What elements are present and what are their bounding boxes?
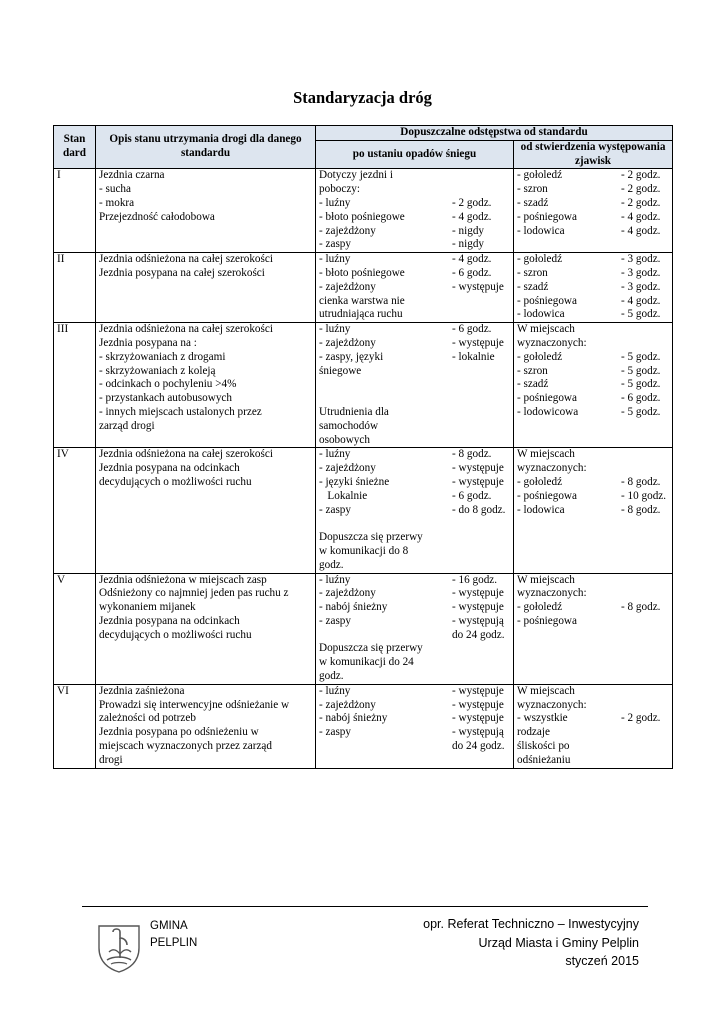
deviation-condition: - pośniegowa xyxy=(517,614,577,627)
deviation-condition: - lodowica xyxy=(517,224,565,237)
description-cell xyxy=(96,323,316,448)
deviation-condition: W miejscach xyxy=(517,573,575,586)
description-cell xyxy=(96,169,316,253)
deviation-line xyxy=(517,169,669,183)
deviation-condition: - pośniegowa xyxy=(517,489,577,502)
deviation-condition: samochodów xyxy=(319,419,379,432)
deviation-condition: - gołoledź xyxy=(517,253,563,266)
deviation-line xyxy=(319,392,510,406)
deviation-line xyxy=(319,712,510,726)
deviation-line xyxy=(319,365,510,379)
deviation-condition: W miejscach xyxy=(517,684,575,697)
description-line: wykonaniem mijanek xyxy=(99,601,196,614)
description-line: Odśnieżony co najmniej jeden pas ruchu z xyxy=(99,587,289,600)
deviation-time: - 8 godz. xyxy=(452,448,492,461)
deviation-line xyxy=(517,490,669,504)
description-line: miejscach wyznaczonych przez zarząd xyxy=(99,740,272,753)
deviation-time: - występuje xyxy=(452,475,504,488)
deviation-line xyxy=(517,295,669,309)
after-snow-cell xyxy=(316,169,514,253)
after-snow-cell xyxy=(316,253,514,323)
deviation-condition: - błoto pośniegowe xyxy=(319,266,405,279)
page-title: Standaryzacja dróg xyxy=(293,88,432,107)
deviation-time: - nigdy xyxy=(452,224,485,237)
deviation-time: - 5 godz. xyxy=(621,350,661,363)
description-line: Jezdnia posypana po odśnieżeniu w xyxy=(99,726,259,739)
deviation-time: - 4 godz. xyxy=(621,224,661,237)
pelplin-coat-of-arms-icon xyxy=(93,922,145,974)
deviation-time: - 2 godz. xyxy=(452,196,492,209)
deviation-condition: - zajeżdżony xyxy=(319,224,376,237)
footer-date: styczeń 2015 xyxy=(565,954,639,968)
deviation-condition: godz. xyxy=(319,558,344,571)
deviation-line xyxy=(517,462,669,476)
deviation-line xyxy=(319,726,510,740)
deviation-time: - lokalnie xyxy=(452,350,495,363)
deviation-condition: - luźny xyxy=(319,323,351,336)
deviation-line xyxy=(319,476,510,490)
deviation-time: - występuje xyxy=(452,601,504,614)
deviation-condition: w komunikacji do 24 xyxy=(319,656,414,669)
description-line: Jezdnia odśnieżona na całej szerokości xyxy=(99,323,273,336)
deviation-line xyxy=(517,574,669,588)
deviation-time: - występuje xyxy=(452,280,504,293)
deviation-line xyxy=(517,337,669,351)
description-line: zależności od potrzeb xyxy=(99,712,196,725)
description-line: - przystankach autobusowych xyxy=(99,392,232,405)
footer-office-name: Urząd Miasta i Gminy Pelplin xyxy=(478,935,639,950)
deviation-condition: cienka warstwa nie xyxy=(319,294,405,307)
description-line: Jezdnia zaśnieżona xyxy=(99,684,185,697)
deviation-time: - 6 godz. xyxy=(452,323,492,336)
deviation-condition: - szron xyxy=(517,266,548,279)
deviation-line xyxy=(319,337,510,351)
deviation-line xyxy=(319,574,510,588)
after-snow-cell xyxy=(316,573,514,684)
deviation-condition: - lodowicowa xyxy=(517,405,579,418)
standard-cell: VI xyxy=(54,684,96,768)
deviation-time: - występują xyxy=(452,726,504,739)
deviation-condition: W miejscach xyxy=(517,448,575,461)
deviation-time: - występuje xyxy=(452,684,504,697)
deviation-time: - 4 godz. xyxy=(621,210,661,223)
deviation-line xyxy=(319,308,510,322)
deviation-line xyxy=(517,211,669,225)
deviation-time: do 24 godz. xyxy=(452,740,505,753)
table-row xyxy=(54,169,673,253)
phenomena-cell xyxy=(514,448,673,573)
deviation-condition: Dotyczy jezdni i xyxy=(319,169,393,182)
description-line: Jezdnia posypana na : xyxy=(99,336,197,349)
deviation-time: - 5 godz. xyxy=(621,364,661,377)
phenomena-cell xyxy=(514,169,673,253)
deviation-condition: śniegowe xyxy=(319,364,362,377)
deviation-condition: - błoto pośniegowe xyxy=(319,210,405,223)
deviation-time: - 16 godz. xyxy=(452,573,498,586)
deviation-line xyxy=(517,253,669,267)
header-standard: Stan dard xyxy=(54,126,96,169)
deviation-condition: - pośniegowa xyxy=(517,210,577,223)
footer-office xyxy=(423,915,639,971)
deviation-line xyxy=(319,642,510,656)
standards-table xyxy=(53,125,673,769)
deviation-condition: Utrudnienia dla xyxy=(319,405,389,418)
deviation-condition: - luźny xyxy=(319,253,351,266)
deviation-time: - występuje xyxy=(452,712,504,725)
deviation-condition: - gołoledź xyxy=(517,475,563,488)
deviation-condition: wyznaczonych: xyxy=(517,698,587,711)
deviation-time: - 3 godz. xyxy=(621,280,661,293)
deviation-condition: - pośniegowa xyxy=(517,294,577,307)
standard-cell: III xyxy=(54,323,96,448)
deviation-time: - występuje xyxy=(452,587,504,600)
deviation-condition: - gołoledź xyxy=(517,169,563,182)
deviation-line xyxy=(319,559,510,573)
deviation-condition: Lokalnie xyxy=(319,489,368,502)
standard-cell: IV xyxy=(54,448,96,573)
phenomena-cell xyxy=(514,573,673,684)
deviation-condition: - nabój śnieżny xyxy=(319,712,388,725)
after-snow-cell xyxy=(316,684,514,768)
deviation-line xyxy=(319,378,510,392)
deviation-condition: wyznaczonych: xyxy=(517,336,587,349)
deviation-time: do 24 godz. xyxy=(452,628,505,641)
deviation-line xyxy=(517,197,669,211)
deviation-time: - występuje xyxy=(452,336,504,349)
header-description: Opis stanu utrzymania drogi dla danego standardu xyxy=(96,126,316,169)
footer-divider xyxy=(82,906,648,907)
deviation-line xyxy=(517,308,669,322)
deviation-line xyxy=(319,629,510,643)
deviation-condition: wyznaczonych: xyxy=(517,462,587,475)
description-cell xyxy=(96,253,316,323)
deviation-condition: osobowych xyxy=(319,433,370,446)
description-line: zarząd drogi xyxy=(99,419,155,432)
deviation-line xyxy=(517,225,669,239)
phenomena-cell xyxy=(514,684,673,768)
deviation-line xyxy=(517,740,669,754)
description-cell xyxy=(96,573,316,684)
deviation-condition: W miejscach xyxy=(517,323,575,336)
deviation-time: - 10 godz. xyxy=(621,489,667,502)
deviation-condition: - szron xyxy=(517,183,548,196)
description-line: Jezdnia posypana na odcinkach xyxy=(99,614,240,627)
deviation-condition: Dopuszcza się przerwy xyxy=(319,642,423,655)
deviation-condition: Dopuszcza się przerwy xyxy=(319,531,423,544)
deviation-line xyxy=(517,351,669,365)
description-line: Jezdnia czarna xyxy=(99,169,165,182)
deviation-time: - 4 godz. xyxy=(452,210,492,223)
deviation-line xyxy=(319,281,510,295)
deviation-line xyxy=(517,183,669,197)
deviation-condition: w komunikacji do 8 xyxy=(319,544,409,557)
deviation-time: - 2 godz. xyxy=(621,196,661,209)
deviation-condition: - zaspy xyxy=(319,614,351,627)
deviation-condition: - zajeżdżony xyxy=(319,698,376,711)
description-line: Prowadzi się interwencyjne odśnieżanie w xyxy=(99,698,290,711)
deviation-time: - 2 godz. xyxy=(621,712,661,725)
deviation-line xyxy=(517,726,669,740)
deviation-time: - 4 godz. xyxy=(452,253,492,266)
deviation-condition: - szadź xyxy=(517,378,549,391)
deviation-line xyxy=(319,295,510,309)
deviation-line xyxy=(517,267,669,281)
deviation-condition: - zajeżdżony xyxy=(319,280,376,293)
deviation-condition: - luźny xyxy=(319,196,351,209)
deviation-time: - 2 godz. xyxy=(621,169,661,182)
deviation-condition: - zaspy xyxy=(319,726,351,739)
table-body xyxy=(54,169,673,768)
deviation-time: - 5 godz. xyxy=(621,308,661,321)
table-row xyxy=(54,323,673,448)
phenomena-cell xyxy=(514,323,673,448)
deviation-line xyxy=(517,601,669,615)
deviation-time: - występuje xyxy=(452,698,504,711)
after-snow-cell xyxy=(316,448,514,573)
header-deviations: Dopuszczalne odstępstwa od standardu xyxy=(316,126,673,141)
deviation-line xyxy=(517,615,669,629)
deviation-time: - 4 godz. xyxy=(621,294,661,307)
footer-department: opr. Referat Techniczno – Inwestycyjny xyxy=(423,917,639,931)
description-cell xyxy=(96,684,316,768)
deviation-time: - występuje xyxy=(452,462,504,475)
deviation-condition: - języki śnieżne xyxy=(319,475,390,488)
deviation-condition: - zaspy, języki xyxy=(319,350,384,363)
deviation-condition: - lodowica xyxy=(517,308,565,321)
deviation-line xyxy=(319,238,510,252)
description-line: - sucha xyxy=(99,183,131,196)
deviation-condition: - zaspy xyxy=(319,238,351,251)
deviation-time: - 8 godz. xyxy=(621,601,661,614)
standard-cell: I xyxy=(54,169,96,253)
description-line: - skrzyżowaniach z koleją xyxy=(99,364,216,377)
deviation-time: - 2 godz. xyxy=(621,183,661,196)
deviation-time: - nigdy xyxy=(452,238,485,251)
deviation-line xyxy=(517,712,669,726)
deviation-condition: - szron xyxy=(517,364,548,377)
deviation-line xyxy=(319,169,510,183)
deviation-line xyxy=(319,434,510,448)
description-line: decydujących o możliwości ruchu xyxy=(99,475,252,488)
deviation-line xyxy=(517,699,669,713)
deviation-line xyxy=(517,587,669,601)
deviation-condition: - lodowica xyxy=(517,503,565,516)
description-line: Jezdnia odśnieżona na całej szerokości xyxy=(99,253,273,266)
deviation-time: - 5 godz. xyxy=(621,378,661,391)
deviation-condition: - zajeżdżony xyxy=(319,462,376,475)
deviation-time: - 8 godz. xyxy=(621,503,661,516)
deviation-line xyxy=(517,365,669,379)
deviation-line xyxy=(517,754,669,768)
deviation-condition: wyznaczonych: xyxy=(517,587,587,600)
deviation-time: - 8 godz. xyxy=(621,475,661,488)
description-line: Jezdnia posypana na odcinkach xyxy=(99,462,240,475)
deviation-time: - 5 godz. xyxy=(621,405,661,418)
table-row xyxy=(54,573,673,684)
deviation-condition: odśnieżaniu xyxy=(517,753,571,766)
footer-gmina: GMINA xyxy=(150,920,188,932)
deviation-time: - 6 godz. xyxy=(452,489,492,502)
deviation-condition: godz. xyxy=(319,670,344,683)
after-snow-cell xyxy=(316,323,514,448)
description-line: Jezdnia odśnieżona na całej szerokości xyxy=(99,448,273,461)
deviation-line xyxy=(319,601,510,615)
deviation-time: - 3 godz. xyxy=(621,253,661,266)
deviation-condition: - luźny xyxy=(319,684,351,697)
table-row xyxy=(54,684,673,768)
phenomena-cell xyxy=(514,253,673,323)
deviation-line xyxy=(517,406,669,420)
standard-cell: II xyxy=(54,253,96,323)
deviation-time: - do 8 godz. xyxy=(452,503,506,516)
deviation-line xyxy=(319,267,510,281)
deviation-condition: - szadź xyxy=(517,196,549,209)
deviation-time: - 6 godz. xyxy=(452,266,492,279)
description-line: - skrzyżowaniach z drogami xyxy=(99,350,226,363)
deviation-condition: - zaspy xyxy=(319,503,351,516)
table-row xyxy=(54,448,673,573)
table-row xyxy=(54,253,673,323)
deviation-line xyxy=(517,685,669,699)
deviation-line xyxy=(319,545,510,559)
deviation-condition: - pośniegowa xyxy=(517,392,577,405)
deviation-line xyxy=(319,323,510,337)
footer-pelplin: PELPLIN xyxy=(150,937,198,949)
description-line: drogi xyxy=(99,753,123,766)
deviation-line xyxy=(319,531,510,545)
deviation-line xyxy=(319,351,510,365)
description-line: Przejezdność całodobowa xyxy=(99,210,215,223)
deviation-line xyxy=(319,740,510,754)
deviation-condition: - wszystkie xyxy=(517,712,568,725)
description-line: - odcinkach o pochyleniu >4% xyxy=(99,378,237,391)
description-cell xyxy=(96,448,316,573)
deviation-line xyxy=(517,281,669,295)
deviation-line xyxy=(319,448,510,462)
deviation-condition: - gołoledź xyxy=(517,601,563,614)
deviation-line xyxy=(319,225,510,239)
deviation-line xyxy=(319,253,510,267)
deviation-line xyxy=(319,685,510,699)
description-line: Jezdnia odśnieżona w miejscach zasp xyxy=(99,573,267,586)
deviation-line xyxy=(517,378,669,392)
deviation-line xyxy=(319,462,510,476)
deviation-line xyxy=(319,183,510,197)
deviation-condition: - zajeżdżony xyxy=(319,587,376,600)
deviation-line xyxy=(319,504,510,518)
deviation-line xyxy=(319,420,510,434)
deviation-condition: rodzaje xyxy=(517,726,550,739)
deviation-condition: - luźny xyxy=(319,573,351,586)
deviation-condition: poboczy: xyxy=(319,183,361,196)
deviation-condition: - luźny xyxy=(319,448,351,461)
deviation-condition: - nabój śnieżny xyxy=(319,601,388,614)
deviation-line xyxy=(517,323,669,337)
deviation-condition: - szadź xyxy=(517,280,549,293)
deviation-line xyxy=(517,476,669,490)
deviation-line xyxy=(319,587,510,601)
deviation-condition: - zajeżdżony xyxy=(319,336,376,349)
deviation-time: - 6 godz. xyxy=(621,392,661,405)
deviation-line xyxy=(319,517,510,531)
description-line: Jezdnia posypana na całej szerokości xyxy=(99,266,265,279)
deviation-condition: utrudniająca ruchu xyxy=(319,308,403,321)
deviation-line xyxy=(319,670,510,684)
deviation-time: - występują xyxy=(452,614,504,627)
deviation-line xyxy=(517,504,669,518)
deviation-line xyxy=(319,490,510,504)
footer-municipality xyxy=(150,918,197,952)
header-from-phenomena: od stwierdzenia występowania zjawisk xyxy=(514,140,673,169)
description-line: decydujących o możliwości ruchu xyxy=(99,628,252,641)
deviation-time: - 3 godz. xyxy=(621,266,661,279)
standard-cell: V xyxy=(54,573,96,684)
deviation-line xyxy=(319,699,510,713)
deviation-line xyxy=(517,392,669,406)
header-after-snow: po ustaniu opadów śniegu xyxy=(316,140,514,169)
deviation-line xyxy=(319,211,510,225)
deviation-line xyxy=(319,615,510,629)
deviation-line xyxy=(319,197,510,211)
deviation-line xyxy=(517,448,669,462)
description-line: - innych miejscach ustalonych przez xyxy=(99,405,262,418)
deviation-condition: śliskości po xyxy=(517,740,570,753)
deviation-line xyxy=(319,656,510,670)
deviation-line xyxy=(319,406,510,420)
description-line: - mokra xyxy=(99,196,135,209)
deviation-condition: - gołoledź xyxy=(517,350,563,363)
